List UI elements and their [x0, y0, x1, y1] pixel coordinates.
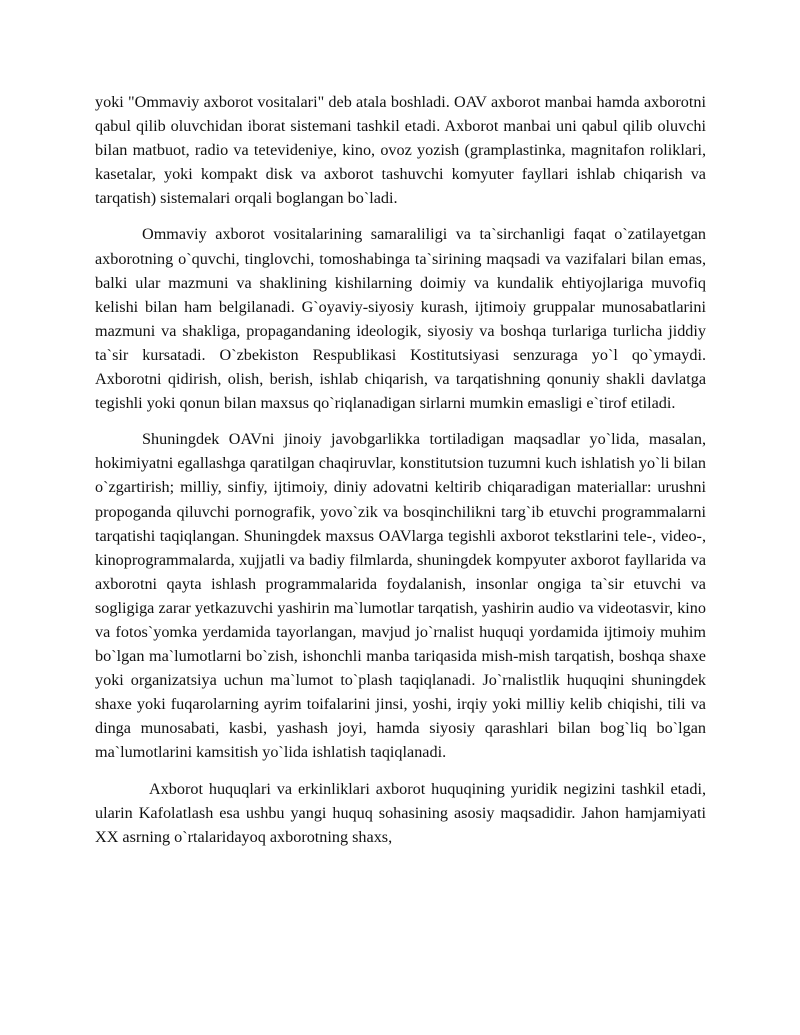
paragraph-1: yoki "Ommaviy axborot vositalari" deb atala boshladi. OAV axborot manbai hamda axborotni qabul qilib oluvchidan iborat sistemani tashkil etadi. Axborot manbai uni qabul qilib oluvchi bilan matbuot, radio va tetevideniye, kino, ovoz yozish (gramplastinka, magnitafon roliklari, kasetalar, yoki kompakt disk va axborot tashuvchi komyuter fayllari ishlab chiqarish va tarqatish) sistemalari orqali boglangan bo`ladi.	[95, 93, 706, 208]
paragraph-2: Ommaviy axborot vositalarining samaraliligi va ta`sirchanligi faqat o`zatilayetgan axborotning o`quvchi, tinglovchi, tomoshabinga ta`sirining maqsadi va vazifalari bilan emas, balki ular mazmuni va shaklining kishilarning doimiy va kundalik ehtiyojlariga muvofiq kelishi bilan ham belgilanadi. G`oyaviy-siyosiy kurash, ijtimoiy gruppalar munosabatlarini mazmuni va shakliga, propagandaning ideologik, siyosiy va boshqa turlariga turlicha jiddiy ta`sir kursatadi. O`zbekiston Respublikasi Kostitutsiyasi senzuraga yo`l qo`ymaydi. Axborotni qidirish, olish, berish, ishlab chiqarish, va tarqatishning qonuniy shakli davlatga tegishli yoki qonun bilan maxsus qo`riqlanadigan sirlarni mumkin emasligi e`tirof etiladi.	[95, 225, 706, 413]
paragraph-3: Shuningdek OAVni jinoiy javobgarlikka tortiladigan maqsadlar yo`lida, masalan, hokimiyatni egallashga qaratilgan chaqiruvlar, konstitutsion tuzumni kuch ishlatish yo`li bilan o`zgartirish; milliy, sinfiy, ijtimoiy, diniy adovatni keltirib chiqaradigan materiallar: urushni propoganda qiluvchi pornografik, yovo`zik va bosqinchilikni targ`ib etuvchi programmalarni tarqatishi taqiqlangan. Shuningdek maxsus OAVlarga tegishli axborot tekstlarini tele-, video-, kinoprogrammalarda, xujjatli va badiy filmlarda, shuningdek kompyuter axborot fayllarida va axborotni qayta ishlash programmalarida foydalanish, insonlar ongiga ta`sir etuvchi va sogligiga zarar yetkazuvchi yashirin ma`lumotlar tarqatish, yashirin audio va videotasvir, kino va fotos`yomka yerdamida tayorlangan, mavjud jo`rnalist huquqi yordamida ijtimoiy muhim bo`lgan ma`lumotlarni bo`zish, ishonchli manba tariqasida mish-mish tarqatish, boshqa shaxe yoki organizatsiya uchun ma`lumot to`plash taqiqlanadi. Jo`rnalistlik huquqini shuningdek shaxe yoki fuqarolarning ayrim toifalarini jinsi, yoshi, irqiy yoki milliy kelib chiqishi, tili va dinga munosabati, kasbi, yashash joyi, hamda siyosiy qarashlari bilan bog`liq bo`lgan ma`lumotlarini kamsitish yo`lida ishlatish taqiqlanadi.	[95, 430, 706, 762]
paragraph-4: Axborot huquqlari va erkinliklari axborot huquqining yuridik negizini tashkil etadi, ularin Kafolatlash esa ushbu yangi huquq sohasining asosiy maqsadidir. Jahon hamjamiyati XX asrning o`rtalaridayoq axborotning shaxs,	[95, 779, 706, 846]
document-page	[95, 90, 706, 849]
